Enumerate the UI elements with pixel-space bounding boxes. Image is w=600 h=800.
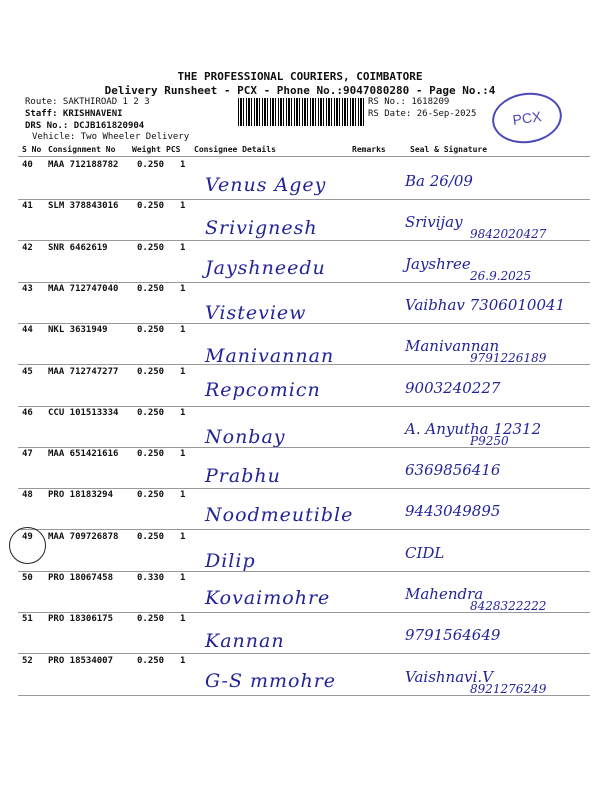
row-pcs: 1 bbox=[180, 284, 186, 294]
row-pcs: 1 bbox=[180, 490, 186, 500]
drs-number: DRS No.: DCJB161820904 bbox=[25, 121, 145, 131]
row-weight: 0.250 bbox=[137, 614, 165, 624]
vehicle-label: Vehicle: Two Wheeler Delivery bbox=[32, 132, 190, 142]
row-seal-signature-extra: P9250 bbox=[470, 434, 509, 448]
row-divider bbox=[18, 447, 590, 448]
row-divider bbox=[18, 282, 590, 283]
row-seal-signature: Manivannan bbox=[405, 337, 500, 355]
col-sno: S No bbox=[22, 145, 42, 154]
row-divider bbox=[18, 240, 590, 241]
row-consignment-no: PRO 18534007 bbox=[48, 656, 114, 666]
runsheet-title: Delivery Runsheet - PCX - Phone No.:9047080280 - Page No.:4 bbox=[104, 84, 496, 97]
row-consignee-handwritten: Srivignesh bbox=[205, 217, 318, 239]
staff-label: Staff: KRISHNAVENI bbox=[25, 109, 123, 119]
row-seal-signature: A. Anyutha 12312 bbox=[405, 420, 542, 438]
row-seal-signature-extra: 8428322222 bbox=[470, 599, 547, 613]
row-weight: 0.250 bbox=[137, 284, 165, 294]
row-sno: 42 bbox=[22, 243, 33, 253]
row-seal-signature: 6369856416 bbox=[405, 461, 501, 479]
row-consignment-no: PRO 18183294 bbox=[48, 490, 114, 500]
row-divider bbox=[18, 653, 590, 654]
row-sno: 44 bbox=[22, 325, 33, 335]
row-consignment-no: NKL 3631949 bbox=[48, 325, 108, 335]
route-label: Route: SAKTHIROAD 1 2 3 bbox=[25, 97, 150, 107]
row-weight: 0.250 bbox=[137, 243, 165, 253]
row-weight: 0.250 bbox=[137, 160, 165, 170]
row-seal-signature-extra: 9791226189 bbox=[470, 351, 547, 365]
row-consignment-no: CCU 101513334 bbox=[48, 408, 119, 418]
row-pcs: 1 bbox=[180, 614, 186, 624]
row-divider bbox=[18, 695, 590, 696]
row-consignment-no: MAA 709726878 bbox=[48, 532, 119, 542]
row-sno: 49 bbox=[22, 532, 33, 542]
row-sno: 40 bbox=[22, 160, 33, 170]
row-49-circle-mark bbox=[9, 527, 46, 564]
row-consignment-no: MAA 712747040 bbox=[48, 284, 119, 294]
col-consignment: Consignment No bbox=[48, 145, 116, 154]
company-title: THE PROFESSIONAL COURIERS, COIMBATORE bbox=[177, 70, 423, 83]
row-sno: 43 bbox=[22, 284, 33, 294]
row-sno: 51 bbox=[22, 614, 33, 624]
row-weight: 0.250 bbox=[137, 201, 165, 211]
row-consignment-no: SLM 378843016 bbox=[48, 201, 119, 211]
row-pcs: 1 bbox=[180, 201, 186, 211]
row-consignee-handwritten: Repcomicn bbox=[205, 379, 321, 401]
row-seal-signature: Srivijay bbox=[405, 213, 463, 231]
row-consignment-no: MAA 712188782 bbox=[48, 160, 119, 170]
row-seal-signature: Ba 26/09 bbox=[405, 172, 473, 190]
row-seal-signature: 9443049895 bbox=[405, 502, 501, 520]
row-consignment-no: PRO 18306175 bbox=[48, 614, 114, 624]
row-pcs: 1 bbox=[180, 532, 186, 542]
barcode bbox=[238, 98, 364, 126]
row-seal-signature: 9791564649 bbox=[405, 626, 501, 644]
row-divider bbox=[18, 612, 590, 613]
row-weight: 0.250 bbox=[137, 367, 165, 377]
row-consignee-handwritten: Prabhu bbox=[205, 465, 281, 487]
row-consignee-handwritten: Venus Agey bbox=[205, 174, 327, 196]
row-sno: 52 bbox=[22, 656, 33, 666]
row-consignment-no: MAA 712747277 bbox=[48, 367, 119, 377]
row-weight: 0.250 bbox=[137, 408, 165, 418]
row-sno: 46 bbox=[22, 408, 33, 418]
row-consignee-handwritten: Kovaimohre bbox=[205, 587, 331, 609]
row-consignment-no: MAA 651421616 bbox=[48, 449, 119, 459]
row-consignment-no: PRO 18067458 bbox=[48, 573, 114, 583]
row-pcs: 1 bbox=[180, 408, 186, 418]
row-divider bbox=[18, 529, 590, 530]
row-pcs: 1 bbox=[180, 573, 186, 583]
row-seal-signature-extra: 26.9.2025 bbox=[470, 269, 532, 283]
row-sno: 48 bbox=[22, 490, 33, 500]
row-pcs: 1 bbox=[180, 367, 186, 377]
row-seal-signature-extra: 8921276249 bbox=[470, 682, 547, 696]
row-weight: 0.330 bbox=[137, 573, 165, 583]
row-consignee-handwritten: Nonbay bbox=[205, 426, 286, 448]
row-weight: 0.250 bbox=[137, 449, 165, 459]
row-sno: 41 bbox=[22, 201, 33, 211]
row-pcs: 1 bbox=[180, 449, 186, 459]
row-consignee-handwritten: Jayshneedu bbox=[205, 257, 326, 279]
row-seal-signature-extra: 9842020427 bbox=[470, 227, 547, 241]
row-divider bbox=[18, 406, 590, 407]
row-pcs: 1 bbox=[180, 656, 186, 666]
col-consignee: Consignee Details bbox=[194, 145, 276, 154]
row-sno: 47 bbox=[22, 449, 33, 459]
pcx-stamp: PCX bbox=[489, 88, 565, 147]
row-divider bbox=[18, 323, 590, 324]
header-divider bbox=[18, 156, 590, 157]
row-seal-signature: CIDL bbox=[405, 544, 445, 562]
row-pcs: 1 bbox=[180, 243, 186, 253]
row-seal-signature: 9003240227 bbox=[405, 379, 501, 397]
row-seal-signature: Vaibhav 7306010041 bbox=[405, 296, 566, 314]
col-remarks: Remarks bbox=[352, 145, 386, 154]
col-seal: Seal & Signature bbox=[410, 145, 488, 154]
row-consignee-handwritten: Manivannan bbox=[205, 345, 335, 367]
col-weight: Weight bbox=[132, 145, 161, 154]
row-weight: 0.250 bbox=[137, 325, 165, 335]
row-pcs: 1 bbox=[180, 160, 186, 170]
rs-number: RS No.: 1618209 bbox=[368, 97, 450, 107]
rs-date: RS Date: 26-Sep-2025 bbox=[368, 109, 477, 119]
row-consignee-handwritten: Kannan bbox=[205, 630, 285, 652]
row-divider bbox=[18, 571, 590, 572]
row-weight: 0.250 bbox=[137, 532, 165, 542]
row-sno: 45 bbox=[22, 367, 33, 377]
row-divider bbox=[18, 488, 590, 489]
row-divider bbox=[18, 364, 590, 365]
row-seal-signature: Jayshree bbox=[405, 255, 471, 273]
row-consignment-no: SNR 6462619 bbox=[48, 243, 108, 253]
row-divider bbox=[18, 199, 590, 200]
row-seal-signature: Mahendra bbox=[405, 585, 484, 603]
row-pcs: 1 bbox=[180, 325, 186, 335]
row-consignee-handwritten: Visteview bbox=[205, 302, 307, 324]
row-sno: 50 bbox=[22, 573, 33, 583]
row-weight: 0.250 bbox=[137, 490, 165, 500]
row-consignee-handwritten: G-S mmohre bbox=[205, 670, 337, 692]
col-pcs: PCS bbox=[166, 145, 181, 154]
row-consignee-handwritten: Dilip bbox=[205, 550, 256, 572]
row-weight: 0.250 bbox=[137, 656, 165, 666]
row-consignee-handwritten: Noodmeutible bbox=[205, 504, 354, 526]
row-seal-signature: Vaishnavi.V bbox=[405, 668, 494, 686]
